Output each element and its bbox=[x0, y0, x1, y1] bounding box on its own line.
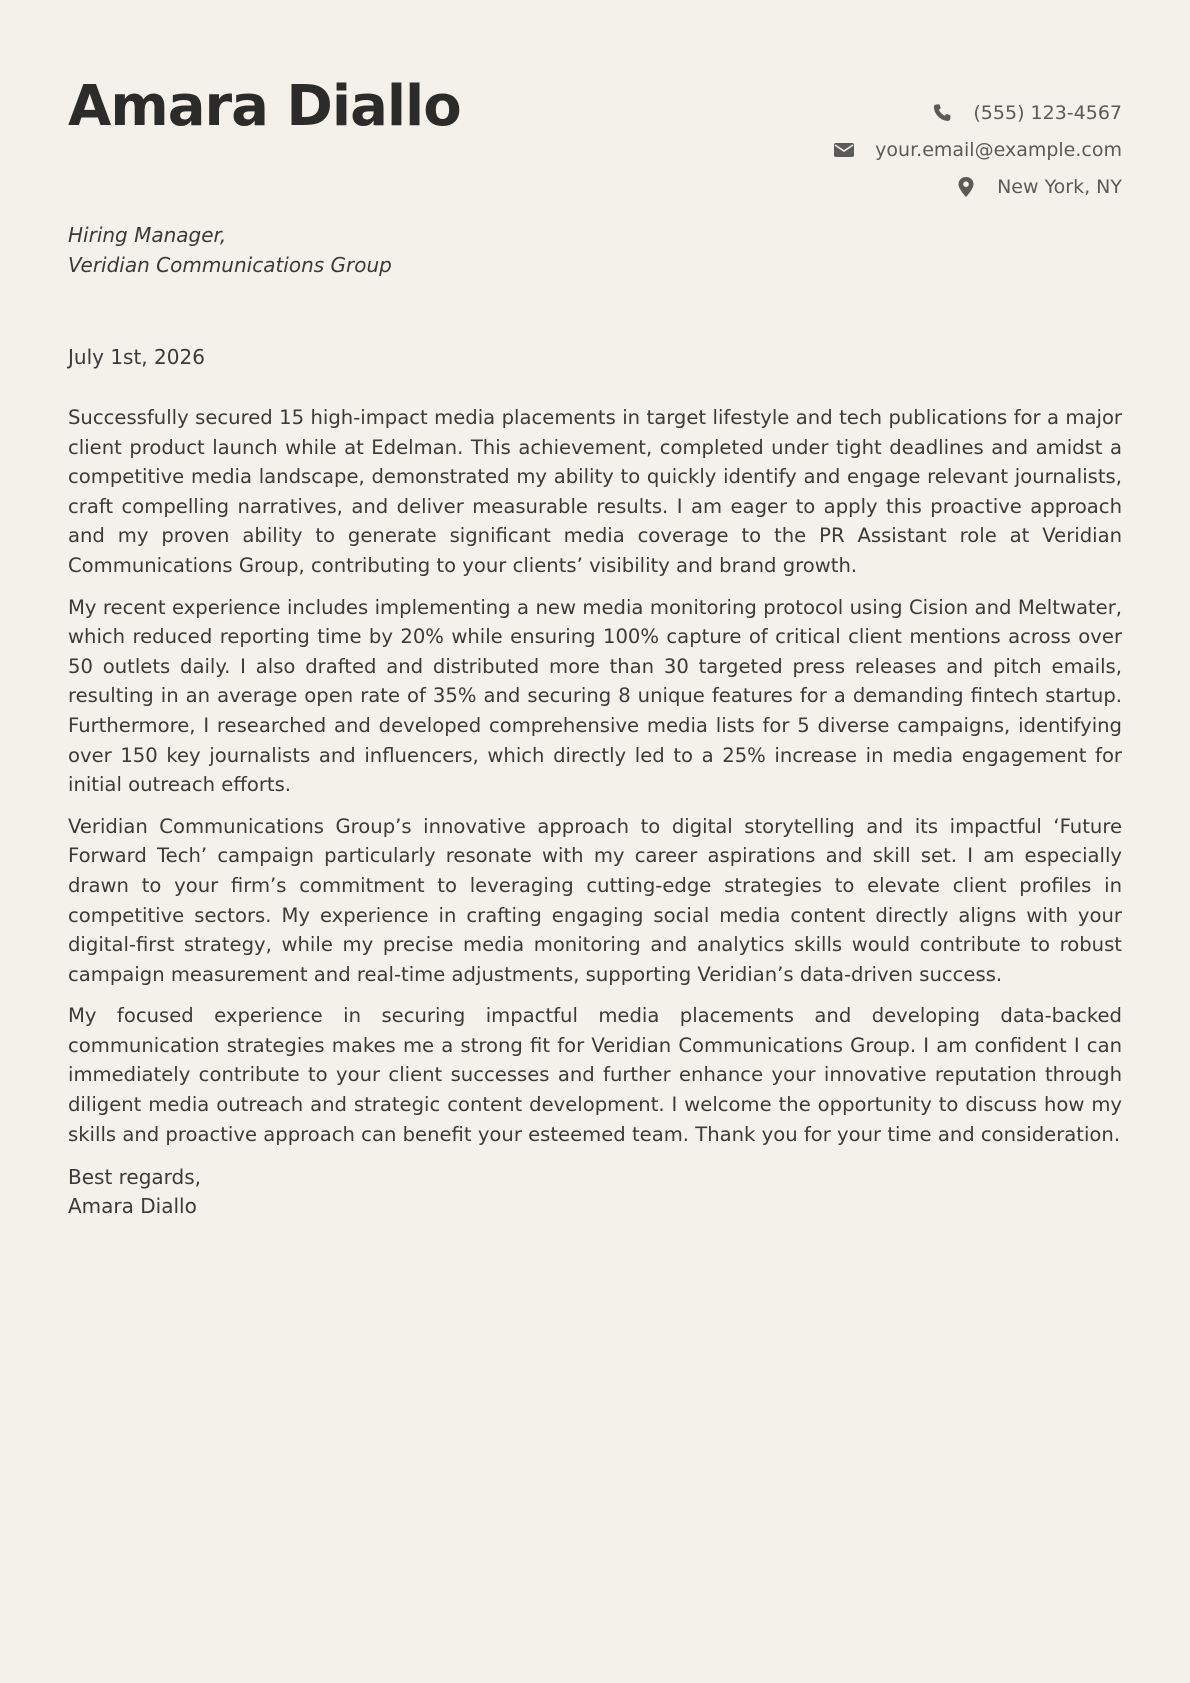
contact-location-row bbox=[833, 168, 1122, 205]
body-paragraph: My focused experience in securing impactful media placements and developing data-backed communication strategies makes me a strong fit for Veridian Communications Group. I am confident I can immediately contribute to your client successes and further enhance your innovative reputation through diligent media outreach and strategic content development. I welcome the opportunity to discuss how my skills and proactive approach can benefit your esteemed team. Thank you for your time and consideration. bbox=[68, 1004, 1122, 1146]
body-paragraph: My recent experience includes implementing a new media monitoring protocol using Cision and Meltwater, which reduced reporting time by 20% while ensuring 100% capture of critical client mentions across over 50 outlets daily. I also drafted and distributed more than 30 targeted press releases and pitch emails, resulting in an average open rate of 35% and securing 8 unique features for a demanding fintech startup. Furthermore, I researched and developed comprehensive media lists for 5 diverse campaigns, identifying over 150 key journalists and influencers, which directly led to a 25% increase in media engagement for initial outreach efforts. bbox=[68, 595, 1122, 797]
envelope-icon bbox=[833, 139, 855, 161]
body-paragraph: Successfully secured 15 high-impact media placements in target lifestyle and tech publications for a major client product launch while at Edelman. This achievement, completed under tight deadlines and amidst a competitive media landscape, demonstrated my ability to quickly identify and engage relevant journalists, craft compelling narratives, and deliver measurable results. I am eager to apply this proactive approach and my proven ability to generate significant media coverage to the PR Assistant role at Veridian Communications Group, contributing to your clients’ visibility and brand growth. bbox=[68, 406, 1122, 577]
closing-signature: Amara Diallo bbox=[68, 1194, 197, 1219]
contact-phone-row bbox=[833, 94, 1122, 131]
closing-block bbox=[68, 1163, 1122, 1221]
letter-date: July 1st, 2026 bbox=[68, 345, 205, 369]
closing-salutation: Best regards, bbox=[68, 1165, 202, 1190]
phone-icon bbox=[931, 102, 953, 124]
applicant-name: Amara Diallo bbox=[68, 74, 461, 139]
contact-email-row bbox=[833, 131, 1122, 168]
recipient-block bbox=[68, 220, 1122, 280]
location-text: New York, NY bbox=[997, 175, 1122, 198]
contact-block bbox=[833, 94, 1122, 205]
letter-header bbox=[68, 0, 1122, 200]
recipient-company: Veridian Communications Group bbox=[68, 253, 392, 277]
phone-number: (555) 123-4567 bbox=[973, 101, 1122, 124]
email-address: your.email@example.com bbox=[875, 138, 1122, 161]
map-pin-icon bbox=[955, 176, 977, 198]
body-paragraph: Veridian Communications Group’s innovative approach to digital storytelling and its impactful ‘Future Forward Tech’ campaign particularly resonate with my career aspirations and skill set. I am especially drawn to your firm’s commitment to leveraging cutting-edge strategies to elevate client profiles in competitive sectors. My experience in crafting engaging social media content directly aligns with your digital-first strategy, while my precise media monitoring and analytics skills would contribute to robust campaign measurement and real-time adjustments, supporting Veridian’s data-driven success. bbox=[68, 814, 1122, 986]
letter-body bbox=[68, 403, 1122, 1149]
recipient-title: Hiring Manager, bbox=[68, 223, 227, 247]
